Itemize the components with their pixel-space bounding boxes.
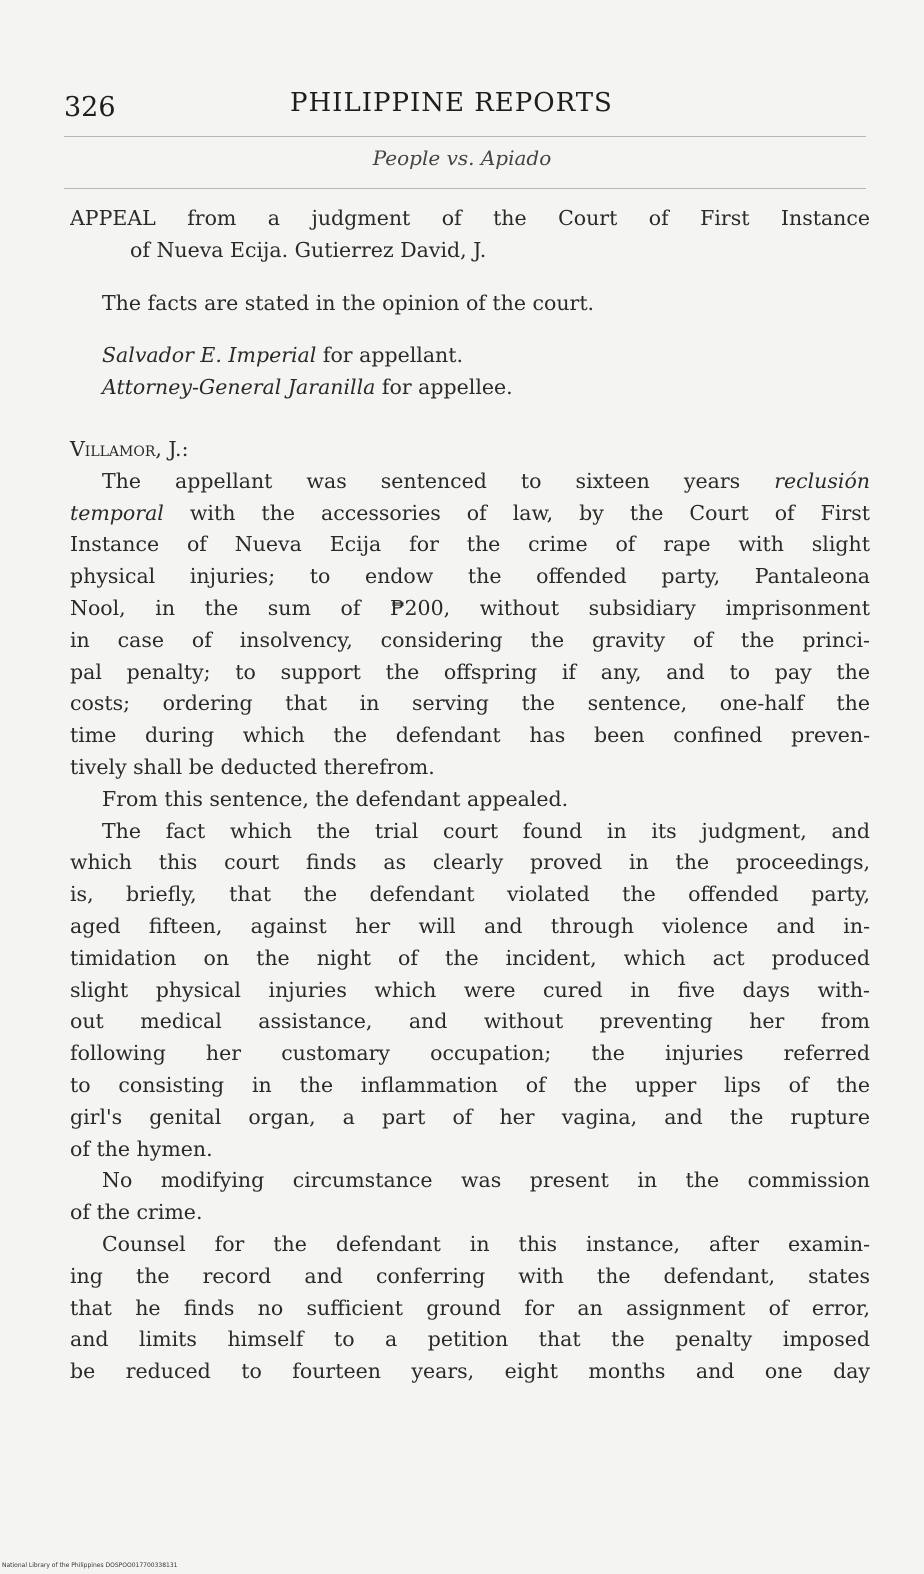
- counsel-role: for appellant.: [316, 343, 463, 367]
- text-line: of Nueva Ecija. Gutierrez David, J.: [130, 237, 487, 262]
- text-line: From this sentence, the defendant appealed.: [102, 786, 569, 811]
- text-line: costs; ordering that in serving the sentence, one-half the: [70, 691, 870, 716]
- text-line: [70, 466, 870, 498]
- text-line: ing the record and conferring with the defendant, states: [70, 1263, 870, 1288]
- text-line: to consisting in the inflammation of the upper lips of the: [70, 1072, 870, 1097]
- text-line: physical injuries; to endow the offended party, Pantaleona: [70, 564, 870, 589]
- text-line: The fact which the trial court found in its judgment, and: [102, 818, 870, 843]
- text-line: Nool, in the sum of ₱200, without subsidiary imprisonment: [70, 595, 870, 620]
- text-line: No modifying circumstance was present in the commission: [102, 1168, 870, 1193]
- text-line: timidation on the night of the incident, which act produced: [70, 945, 870, 970]
- text-line: Instance of Nueva Ecija for the crime of rape with slight: [70, 532, 870, 557]
- text-line: slight physical injuries which were cured in five days with-: [70, 977, 870, 1002]
- text-line: tively shall be deducted therefrom.: [70, 754, 435, 779]
- text-span: temporal: [70, 500, 164, 525]
- text-line: [70, 498, 870, 530]
- text-line: which this court finds as clearly proved in the proceedings,: [70, 850, 870, 875]
- text-line: in case of insolvency, considering the gravity of the princi-: [70, 627, 870, 652]
- text-line: is, briefly, that the defendant violated the offended party,: [70, 882, 870, 907]
- text-line: pal penalty; to support the offspring if any, and to pay the: [70, 659, 870, 684]
- header-rule: [64, 188, 866, 189]
- opinion-body: [70, 434, 870, 1388]
- counsel-appellant: [70, 340, 870, 372]
- page-number: 326: [64, 92, 116, 123]
- text-line: that he finds no sufficient ground for an assignment of error,: [70, 1295, 870, 1320]
- scan-footer: National Library of the Philippines DOSPOO017700338131: [2, 1562, 178, 1569]
- facts-note: [70, 288, 870, 320]
- text-line: APPEAL from a judgment of the Court of First Instance: [70, 206, 870, 230]
- text-line: Counsel for the defendant in this instance, after examin-: [102, 1231, 870, 1256]
- text-span: reclusión: [774, 468, 870, 493]
- text-span: The appellant was sentenced to sixteen years: [102, 468, 775, 493]
- case-title: People vs. Apiado: [372, 146, 552, 170]
- counsel-name: Attorney-General Jaranilla: [102, 374, 376, 399]
- text-line: of the hymen.: [70, 1136, 213, 1161]
- judge-name: Villamor, J.:: [70, 437, 189, 461]
- counsel-appellee: [70, 372, 870, 404]
- text-line: aged fifteen, against her will and through violence and in-: [70, 913, 870, 938]
- text-line: be reduced to fourteen years, eight months and one day: [70, 1359, 870, 1384]
- text-line: and limits himself to a petition that the penalty imposed: [70, 1327, 870, 1352]
- counsel-name: Salvador E. Imperial: [102, 343, 317, 367]
- appeal-statement: [70, 203, 870, 267]
- text-line: of the crime.: [70, 1200, 203, 1225]
- header-rule: [64, 136, 866, 137]
- text-line: time during which the defendant has been confined preven-: [70, 723, 870, 748]
- text-line: girl's genital organ, a part of her vagina, and the rupture: [70, 1104, 870, 1129]
- text-line: The facts are stated in the opinion of the court.: [102, 291, 595, 315]
- running-title: PHILIPPINE REPORTS: [290, 88, 613, 118]
- text-line: following her customary occupation; the injuries referred: [70, 1041, 870, 1066]
- counsel-block: [70, 340, 870, 404]
- text-span: with the accessories of law, by the Court of First: [163, 500, 870, 525]
- counsel-role: for appellee.: [375, 374, 513, 399]
- text-line: out medical assistance, and without preventing her from: [70, 1009, 870, 1034]
